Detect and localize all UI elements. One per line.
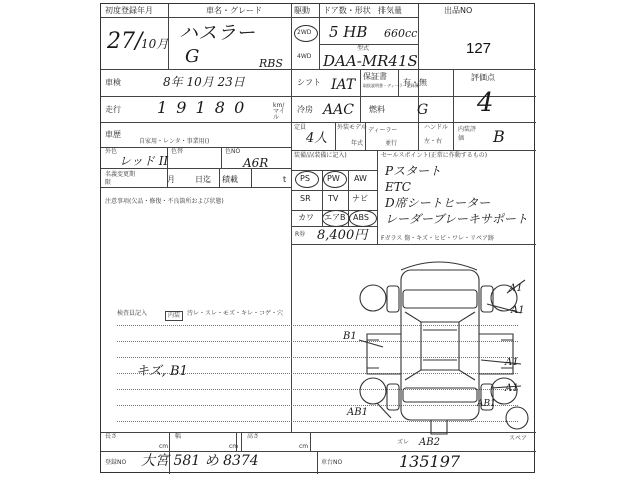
- damage-mark-1: A1: [509, 283, 523, 294]
- mileage-value: 1 9 1 8 0: [157, 98, 247, 117]
- shift-value: IAT: [331, 77, 356, 93]
- damage-mark-4: A1: [505, 357, 519, 368]
- ac-value: AAC: [323, 102, 354, 118]
- equipment-label: 装備品(装備に記入): [294, 152, 347, 159]
- capacity-value: 4人: [306, 131, 328, 146]
- lot-label: 出品NO: [444, 6, 473, 15]
- height-label: 高さ: [247, 433, 260, 440]
- color-code-label: 色NO: [225, 148, 241, 155]
- door-label: ドア数・形状: [323, 6, 371, 15]
- name-change-label: 名義変更期限: [105, 171, 136, 186]
- grade-note: RBS: [259, 57, 283, 70]
- glass-line: Fガラス 傷・キズ・ヒビ・ワレ・リペア跡: [381, 235, 494, 242]
- damage-mark-5: AB1: [347, 407, 368, 418]
- car-name: ハスラー: [179, 22, 256, 44]
- selling-point-2: ETC: [385, 180, 411, 194]
- handle-label: ハンドル: [424, 124, 449, 131]
- equip-abs: ABS: [353, 213, 369, 222]
- inspector-label: 検査員記入: [117, 310, 148, 317]
- equip-sr: SR: [300, 194, 311, 203]
- length-unit: cm: [159, 443, 169, 450]
- first-reg-label: 初度登録年月: [105, 6, 153, 15]
- warranty-sub: 取扱説明書・ディーラー記録簿: [363, 83, 419, 88]
- car-diagram: [101, 4, 536, 474]
- use-sub: 自家用・レンタ・事業用(): [139, 138, 210, 145]
- spare-label: スペア: [509, 435, 528, 442]
- dealer-label: ディーラー: [368, 127, 398, 134]
- grade: G: [185, 46, 200, 67]
- ac-label: 冷房: [297, 105, 313, 114]
- warranty-value: 有・無: [403, 78, 427, 87]
- notes-label: 注意事項(欠品・修復・不良箇所および状態): [105, 198, 224, 205]
- inspection-label: 車検: [105, 78, 121, 87]
- inspector-interior-label: 内装: [165, 311, 183, 321]
- month-label: 月: [167, 175, 175, 184]
- selling-points-label: セールスポイント(正常に作動するもの): [381, 152, 488, 159]
- inspection-value: 8年 10月 23日: [163, 75, 245, 89]
- reg-label: 登録NO: [105, 459, 127, 466]
- fuel-label: 燃料: [369, 105, 385, 114]
- day-label: 日迄: [195, 175, 211, 184]
- chassis-label: 車台NO: [321, 459, 343, 466]
- damage-mark-3: B1: [343, 331, 357, 342]
- ext-color-label: 外色: [105, 148, 118, 155]
- name-grade-label: 車名・グレード: [206, 6, 262, 15]
- lot-value: 127: [466, 40, 492, 57]
- first-reg-month: 10月: [141, 37, 169, 51]
- shift-label: シフト: [297, 78, 321, 87]
- selling-point-4: レーダーブレーキサポート: [385, 212, 528, 226]
- color-change-label: 色替: [171, 148, 184, 155]
- score-label: 評価点: [471, 73, 495, 82]
- first-reg-value: 27/: [107, 29, 143, 54]
- ext-model-value: 年式: [351, 140, 364, 147]
- model-value: DAA-MR41S: [323, 52, 418, 70]
- equip-navi: ナビ: [352, 194, 368, 203]
- equip-airbag: エアB: [324, 213, 346, 222]
- damage-mark-6: A1: [505, 383, 519, 394]
- chassis-value: 135197: [399, 452, 461, 471]
- width-label: 幅: [175, 433, 182, 440]
- displacement-label: 排気量: [378, 6, 402, 15]
- width-unit: cm: [229, 443, 239, 450]
- color-code-value: A6R: [243, 156, 269, 170]
- length-label: 長さ: [105, 433, 118, 440]
- r-ticket-value: 8,400円: [317, 228, 368, 243]
- use-label: 車歴: [105, 130, 121, 139]
- load-unit: t: [283, 175, 287, 184]
- ext-color-value: レッド II: [119, 154, 169, 168]
- drive-label: 駆動: [294, 6, 310, 15]
- mileage-unit: km/マイル: [273, 102, 285, 121]
- drive-4wd: 4WD: [297, 53, 312, 60]
- equip-leather: カワ: [298, 213, 314, 222]
- dealer-value: 並行: [385, 140, 398, 147]
- r-ticket-label: R券: [295, 231, 306, 238]
- ext-model-label: 外装モデル: [337, 124, 367, 131]
- height-unit: cm: [299, 443, 309, 450]
- displacement-value: 660cc: [384, 27, 418, 40]
- interior-value: B: [493, 127, 505, 146]
- handle-value: 左・右: [424, 138, 443, 145]
- load-label: 積載: [222, 175, 238, 184]
- inspector-note: キズ, B1: [136, 364, 188, 379]
- equip-aw: AW: [354, 174, 367, 183]
- interior-label: 内装評価: [458, 126, 477, 142]
- equip-pw: PW: [327, 174, 340, 183]
- damage-mark-7: AB1: [477, 399, 496, 409]
- fuel-value: G: [417, 102, 429, 118]
- equip-ps: PS: [300, 174, 310, 183]
- capacity-label: 定員: [294, 124, 307, 131]
- selling-point-1: Pスタート: [385, 164, 442, 178]
- score-value: 4: [477, 88, 494, 118]
- reg-value: 大宮 581 め 8374: [141, 453, 259, 469]
- inspection-sheet: [100, 3, 535, 473]
- mileage-label: 走行: [105, 105, 121, 114]
- damage-mark-8: AB2: [419, 437, 440, 448]
- zure-label: ズレ: [397, 439, 410, 446]
- selling-point-3: D席シートヒーター: [385, 196, 491, 210]
- warranty-label: 保証書: [363, 72, 387, 81]
- inspector-items: 汚レ・スレ・モズ・キレ・コゲ・穴: [187, 310, 283, 317]
- door-value: 5 HB: [329, 23, 368, 41]
- model-label: 型式: [357, 45, 370, 52]
- damage-mark-2: A1: [511, 305, 525, 316]
- drive-2wd: 2WD: [297, 29, 312, 36]
- equip-tv: TV: [328, 194, 339, 203]
